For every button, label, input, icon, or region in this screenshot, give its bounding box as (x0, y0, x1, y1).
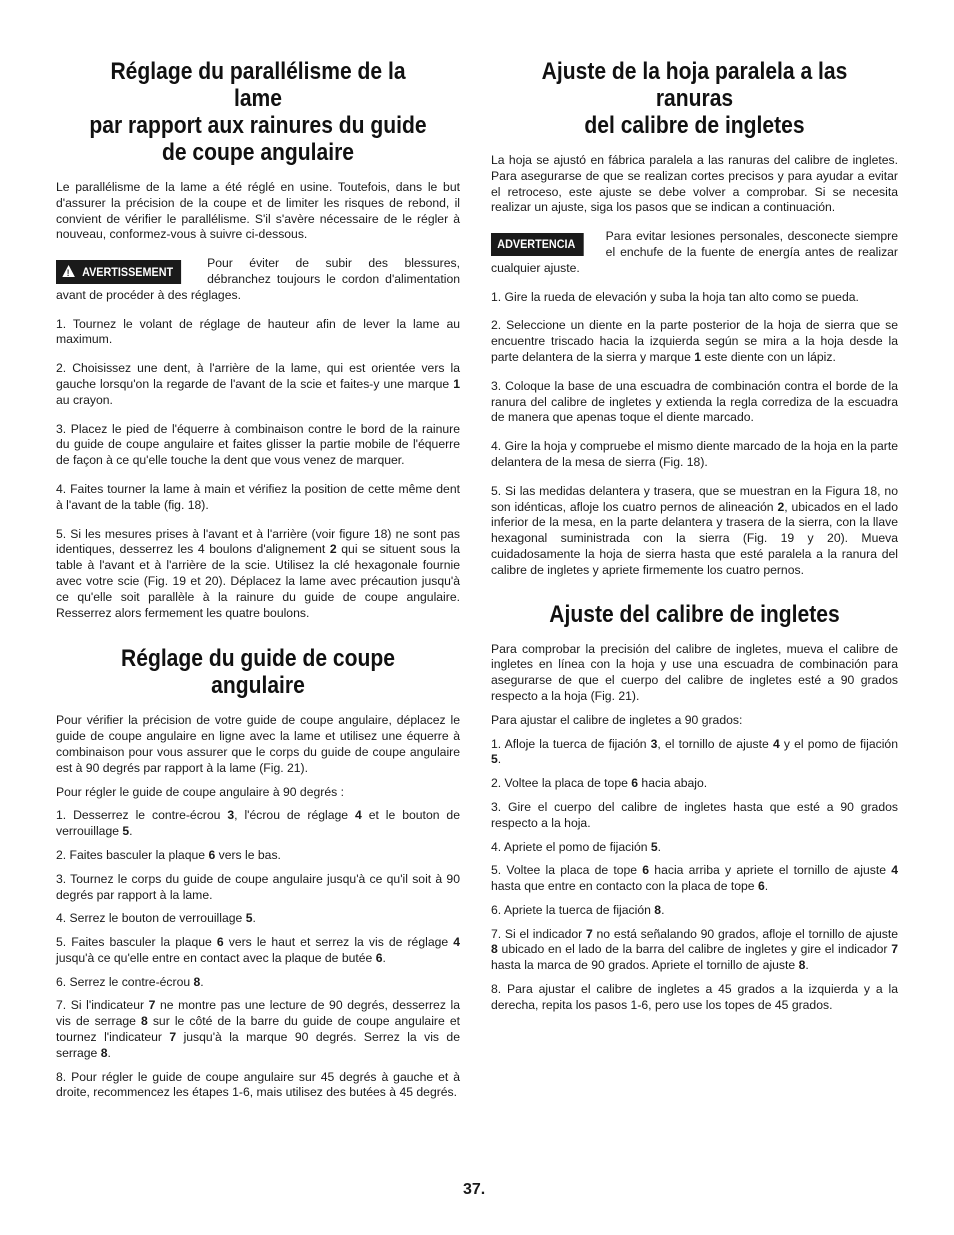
fr-warning-block (56, 256, 460, 303)
es-step-2-1: 1. Afloje la tuerca de fijación 3, el tornillo de ajuste 4 y el pomo de fijación 5. (491, 736, 898, 767)
fr-step-1-2: 2. Choisissez une dent, à l'arrière de la lame, qui est orientée vers la gauche lorsqu'on la regarde de l'avant de la scie et faites-y une marque 1 au crayon. (56, 361, 460, 407)
es-step-2-4: 4. Apriete el pomo de fijación 5. (491, 839, 662, 854)
page-number: 37. (463, 1181, 486, 1198)
es-warning-text: Para evitar lesiones personales, desconecte siempre el enchufe de la fuente de energía antes de realizar cualquier ajuste. (491, 229, 898, 275)
es-step-1-5: 5. Si las medidas delantera y trasera, que se muestran en la Figura 18, no son idénticas, afloje los cuatro pernos de alineación 2, ubicados en el lado inferior de la mesa, en la parte delantera y trasera de la sierra, con la llave hexagonal suministrada con la sierra (Fig. 19 y 20). Mueva cuidadosamente la hoja de sierra hasta que esté paralela a la ranura del calibre de ingletes y apriete firmemente los cuatro pernos. (491, 483, 898, 577)
fr-warning-text: Pour éviter de subir des blessures, débranchez toujours le cordon d'alimentation avant de procéder à des réglages. (56, 256, 460, 302)
es-step-2-2: 2. Voltee la placa de tope 6 hacia abajo. (491, 776, 708, 791)
es-warning-badge: ADVERTENCIA (491, 233, 583, 256)
fr-step-2-8: 8. Pour régler le guide de coupe angulaire sur 45 degrés à gauche et à droite, recommencez les étapes 1-6, mais utilisez des butées à 45 degrés. (56, 1069, 460, 1100)
fr-step-2-2: 2. Faites basculer la plaque 6 vers le bas. (56, 847, 281, 862)
fr-step-2-6: 6. Serrez le contre-écrou 8. (56, 974, 204, 989)
fr-warning-badge: !AVERTISSEMENT (56, 260, 181, 284)
es-step-2-7: 7. Si el indicador 7 no está señalando 90 grados, afloje el tornillo de ajuste 8 ubicado en el lado de la barra del calibre de ingletes y gire el indicador 7 hasta la marca de 90 grados. Apriete el tornillo de ajuste 8. (491, 926, 898, 973)
fr-title-miter-gauge: Réglage du guide de coupe angulaire (121, 645, 395, 700)
fr-step-2-4: 4. Serrez le bouton de verrouillage 5. (56, 911, 256, 926)
french-column (56, 58, 460, 1109)
fr-miter-intro-90: Pour régler le guide de coupe angulaire à 90 degrés : (56, 784, 344, 799)
fr-step-1-5: 5. Si les mesures prises à l'avant et à l'arrière (voir figure 18) ne sont pas identiques, desserrez les 4 boulons d'alignement 2 qui se situent sous la table à l'avant et à l'arrière de la scie. Utilisez la clé hexagonale fournie avec votre scie (Fig. 19 et 20). Déplacez la lame avec précaution jusqu'à ce qu'elle soit parallèle à la rainure du guide de coupe angulaire. Resserrez alors fermement les quatre boulons. (56, 526, 460, 620)
es-step-1-4: 4. Gire la hoja y compruebe el mismo diente marcado de la hoja en la parte delantera de la mesa de sierra (Fig. 18). (491, 439, 898, 469)
es-step-2-6: 6. Apriete la tuerca de fijación 8. (491, 902, 665, 917)
es-miter-intro-90: Para ajustar el calibre de ingletes a 90 grados: (491, 712, 743, 727)
es-title-miter-gauge: Ajuste del calibre de ingletes (549, 600, 840, 628)
es-warning-block (491, 229, 898, 276)
fr-step-1-3: 3. Placez le pied de l'équerre à combinaison contre le bord de la rainure du guide de coupe angulaire et faites glisser la partie mobile de l'équerre de façon à ce qu'elle touche la dent que vous venez de marquer. (56, 421, 460, 468)
es-step-2-5: 5. Voltee la placa de tope 6 hacia arriba y apriete el tornillo de ajuste 4 hasta que entre en contacto con la placa de tope 6. (491, 863, 899, 894)
fr-intro-paragraph: Le parallélisme de la lame a été réglé en usine. Toutefois, dans le but d'assurer la précision de la coupe et de limiter les risques de rebond, il convient de vérifier le parallélisme. S'il s'avère nécessaire de le régler à nouveau, conformez-vous à suivre ci-dessous. (56, 180, 460, 242)
fr-step-2-1: 1. Desserrez le contre-écrou 3, l'écrou de réglage 4 et le bouton de verrouillage 5. (56, 808, 460, 839)
es-step-1-1: 1. Gire la rueda de elevación y suba la hoja tan alto como se pueda. (491, 289, 859, 304)
fr-title-blade-parallel: Réglage du parallélisme de la lame par rapport aux rainures du guide de coupe angulaire (89, 58, 427, 166)
fr-step-2-3: 3. Tournez le corps du guide de coupe angulaire jusqu'à ce qu'il soit à 90 degrés par rapport à la lame. (56, 871, 460, 902)
es-step-1-2: 2. Seleccione un diente en la parte posterior de la hoja de sierra que se encuentre triscado hacia la izquierda según se mira a la hoja desde la parte delantera de la sierra y marque 1 este diente con un lápiz. (491, 318, 898, 364)
fr-miter-intro: Pour vérifier la précision de votre guide de coupe angulaire, déplacez le guide de coupe angulaire en ligne avec la lame et utilisez une équerre à combinaison pour vous assurer que le corps du guide de coupe angulaire est à 90 degrés par rapport à la lame (Fig. 21). (56, 713, 460, 775)
es-step-2-8: 8. Para ajustar el calibre de ingletes a 45 grados a la izquierda y a la derecha, repita los pasos 1-6, pero use los topes de 45 grados. (491, 982, 898, 1012)
es-step-1-3: 3. Coloque la base de una escuadra de combinación contra el borde de la ranura del calibre de ingletes y extienda la regla corrediza de la escuadra de manera que apenas toque el diente marcado. (491, 378, 898, 425)
spanish-column (491, 58, 898, 1022)
warning-triangle-icon (62, 265, 75, 277)
fr-step-2-5: 5. Faites basculer la plaque 6 vers le haut et serrez la vis de réglage 4 jusqu'à ce qu'elle entre en contact avec la plaque de butée 6. (56, 935, 461, 965)
es-title-blade-parallel: Ajuste de la hoja paralela a las ranuras del calibre de ingletes (541, 58, 848, 139)
fr-step-2-7: 7. Si l'indicateur 7 ne montre pas une lecture de 90 degrés, desserrez la vis de serrage 8 sur le côté de la barre du guide de coupe angulaire et tournez l'indicateur 7 jusqu'à la marque 90 degrés. Serrez la vis de serrage 8. (56, 998, 460, 1060)
es-miter-intro: Para comprobar la precisión del calibre de ingletes, mueva el calibre de ingletes en línea con la hoja y use una escuadra de combinación para asegurarse de que el cuerpo del calibre de ingletes esté a 90 grados respecto a la hoja (Fig. 21). (491, 641, 898, 703)
es-intro-paragraph: La hoja se ajustó en fábrica paralela a las ranuras del calibre de ingletes. Para asegurarse de que se realizan cortes precisos y para ayudar a evitar el retroceso, este ajuste se debe volver a comprobar. Si se necesita realizar un ajuste, siga los pasos que se indican a continuación. (491, 153, 898, 215)
es-step-2-3: 3. Gire el cuerpo del calibre de ingletes hasta que esté a 90 grados respecto a la hoja. (491, 799, 898, 830)
fr-step-1-1: 1. Tournez le volant de réglage de hauteur afin de lever la lame au maximum. (56, 316, 460, 347)
fr-step-1-4: 4. Faites tourner la lame à main et vérifiez la position de cette même dent à l'avant de la table (fig. 18). (56, 481, 460, 512)
